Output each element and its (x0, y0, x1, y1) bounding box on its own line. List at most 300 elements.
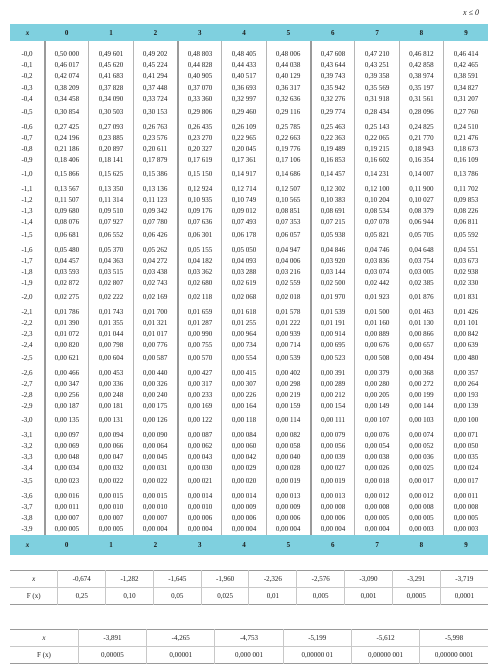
row-x-value: -2,2 (21, 318, 33, 327)
table-cell: 0,29 460 (222, 104, 266, 121)
table-cell: 0,01 160 (355, 317, 399, 328)
table-cell: 0,30 503 (89, 104, 133, 121)
table-cell: 0,00 866 (399, 328, 443, 339)
table-cell: 0,00 193 (444, 390, 488, 401)
table-cell: 0,08 851 (266, 205, 310, 216)
table-cell: 0,30 854 (45, 104, 89, 121)
table-cell: 0,23 270 (178, 133, 222, 144)
quantile-f-cell: 0,00005 (78, 647, 146, 664)
table-cell: 0,00 015 (89, 491, 133, 502)
table-row (11, 412, 489, 429)
table-cell: 0,00 272 (399, 379, 443, 390)
table-row (11, 245, 489, 256)
table-cell: 0,15 625 (89, 166, 133, 183)
table-cell: 0,00 006 (222, 513, 266, 524)
quantile-x-label: x (10, 571, 58, 588)
row-x-value: -2,9 (21, 402, 33, 411)
table-cell: 0,00 079 (311, 429, 355, 440)
table-cell: 0,00 347 (45, 379, 89, 390)
row-x-value: -0,9 (21, 156, 33, 165)
row-x-value: -2,0 (21, 292, 33, 301)
table-cell: 0,01 618 (222, 306, 266, 317)
table-cell: 0,00 060 (222, 440, 266, 451)
table-cell: 0,00 010 (178, 502, 222, 513)
table-cell: 0,01 700 (133, 306, 177, 317)
table-cell: 0,00 939 (266, 328, 310, 339)
table-cell: 0,00 018 (355, 473, 399, 490)
row-x-value: -3,7 (21, 503, 33, 512)
table-cell: 0,00 357 (444, 368, 488, 379)
table-cell: 0,00 379 (355, 368, 399, 379)
table-cell: 0,01 072 (45, 328, 89, 339)
table-cell: 0,00 289 (311, 379, 355, 390)
table-cell: 0,00 056 (311, 440, 355, 451)
table-cell: 0,00 219 (266, 390, 310, 401)
table-row (11, 473, 489, 490)
table-cell: 0,00 336 (89, 379, 133, 390)
table-cell: 0,00 126 (133, 412, 177, 429)
quantile-f-cell: 0,00000 0001 (434, 651, 474, 659)
table-cell: 0,00 050 (444, 440, 488, 451)
table-cell: 0,00 199 (399, 390, 443, 401)
table-cell: 0,00 019 (266, 473, 310, 490)
table-cell: 0,00 010 (89, 502, 133, 513)
quantile-f-label: F (x) (10, 588, 58, 605)
table-cell: 0,01 923 (355, 289, 399, 306)
column-header: 5 (266, 24, 310, 41)
table-cell: 0,06 944 (399, 216, 443, 227)
table-cell: 0,20 897 (89, 144, 133, 155)
table-cell: 0,00 264 (444, 379, 488, 390)
row-x-value: -2,7 (21, 380, 33, 389)
table-cell: 0,35 569 (355, 82, 399, 93)
row-x-value: -3,6 (21, 492, 33, 501)
table-cell: 0,01 743 (89, 306, 133, 317)
table-cell: 0,26 435 (178, 122, 222, 133)
table-cell: 0,01 426 (444, 306, 488, 317)
table-cell: 0,10 204 (355, 194, 399, 205)
table-cell: 0,01 831 (444, 289, 488, 306)
table-header-row (11, 24, 489, 41)
column-header-x: x (11, 24, 45, 41)
table-cell: 0,10 935 (178, 194, 222, 205)
table-cell: 0,16 109 (444, 155, 488, 166)
quantile-x-cell: -1,960 (201, 571, 249, 588)
table-cell: 0,24 196 (45, 133, 89, 144)
table-cell: 0,03 438 (133, 267, 177, 278)
table-cell: 0,00 154 (311, 401, 355, 412)
column-header-x: x (11, 535, 45, 555)
table-cell: 0,00 028 (266, 462, 310, 473)
table-cell: 0,26 109 (222, 122, 266, 133)
table-cell: 0,07 493 (222, 216, 266, 227)
table-cell: 0,00 008 (311, 502, 355, 513)
column-header: 4 (222, 24, 266, 41)
table-cell: 0,00 914 (311, 328, 355, 339)
table-cell: 0,00 014 (178, 491, 222, 502)
table-cell: 0,46 812 (399, 49, 443, 60)
quantile-x-cell: -5,612 (351, 630, 419, 647)
table-cell: 0,05 050 (222, 245, 266, 256)
table-cell: 0,01 101 (444, 317, 488, 328)
table-cell: 0,02 169 (133, 289, 177, 306)
table-row (11, 256, 489, 267)
table-cell: 0,15 866 (45, 166, 89, 183)
quantile-x-cell: -2,576 (297, 571, 345, 588)
table-cell: 0,20 611 (133, 144, 177, 155)
table-cell: 0,00 523 (311, 350, 355, 367)
table-cell: 0,02 275 (45, 289, 89, 306)
table-cell: 0,00 317 (178, 379, 222, 390)
table-cell: 0,00 006 (266, 513, 310, 524)
row-x-value: -3,3 (21, 452, 33, 461)
quantile-x-cell: -3,291 (392, 571, 440, 588)
table-cell: 0,00 144 (399, 401, 443, 412)
table-cell: 0,04 846 (311, 245, 355, 256)
table-cell: 0,28 096 (399, 104, 443, 121)
table-cell: 0,00 114 (266, 412, 310, 429)
table-cell: 0,00 008 (399, 502, 443, 513)
table-cell: 0,00 006 (178, 513, 222, 524)
table-cell: 0,00 368 (399, 368, 443, 379)
table-cell: 0,00 036 (399, 451, 443, 462)
table-cell: 0,07 353 (266, 216, 310, 227)
table-cell: 0,06 301 (178, 227, 222, 244)
table-cell: 0,39 743 (311, 71, 355, 82)
table-cell: 0,24 825 (399, 122, 443, 133)
table-cell: 0,14 917 (222, 166, 266, 183)
table-cell: 0,00 023 (45, 473, 89, 490)
column-header: 1 (89, 535, 133, 555)
table-row (11, 144, 489, 155)
row-x-value: -0,8 (21, 145, 33, 154)
table-cell: 0,02 500 (311, 278, 355, 289)
table-row (11, 440, 489, 451)
table-cell: 0,00 480 (444, 350, 488, 367)
table-cell: 0,15 386 (133, 166, 177, 183)
row-x-value: -1,6 (21, 246, 33, 255)
table-cell: 0,25 785 (266, 122, 310, 133)
table-cell: 0,21 476 (444, 133, 488, 144)
table-cell: 0,02 118 (178, 289, 222, 306)
table-cell: 0,44 433 (222, 60, 266, 71)
table-cell: 0,02 743 (133, 278, 177, 289)
table-cell: 0,00 011 (444, 491, 488, 502)
quantile-x-cell: -3,090 (345, 571, 393, 588)
table-row (11, 71, 489, 82)
table-cell: 0,06 811 (444, 216, 488, 227)
table-cell: 0,45 224 (133, 60, 177, 71)
table-cell: 0,03 593 (45, 267, 89, 278)
table-cell: 0,42 074 (45, 71, 89, 82)
table-cell: 0,13 786 (444, 166, 488, 183)
table-cell: 0,00 122 (178, 412, 222, 429)
table-cell: 0,00 639 (444, 339, 488, 350)
table-cell: 0,35 197 (399, 82, 443, 93)
table-cell: 0,02 385 (399, 278, 443, 289)
table-cell: 0,00 604 (89, 350, 133, 367)
table-cell: 0,07 215 (311, 216, 355, 227)
table-cell: 0,31 918 (355, 93, 399, 104)
quantile-f-cell: 0,0005 (392, 588, 440, 605)
table-cell: 0,01 786 (45, 306, 89, 317)
table-cell: 0,00 402 (266, 368, 310, 379)
table-cell: 0,00 187 (45, 401, 89, 412)
table-cell: 0,00 280 (355, 379, 399, 390)
table-cell: 0,00 734 (222, 339, 266, 350)
table-row (11, 379, 489, 390)
table-cell: 0,22 065 (355, 133, 399, 144)
table-row (11, 328, 489, 339)
table-cell: 0,00 074 (399, 429, 443, 440)
table-cell: 0,00 256 (45, 390, 89, 401)
quantile-f-cell: 0,001 (345, 588, 393, 605)
table-cell: 0,21 770 (399, 133, 443, 144)
table-cell: 0,16 354 (399, 155, 443, 166)
quantile-f-cell: 0,00001 (147, 647, 215, 664)
table-cell: 0,00 062 (178, 440, 222, 451)
table-row (11, 194, 489, 205)
table-cell: 0,19 776 (266, 144, 310, 155)
table-cell: 0,07 780 (133, 216, 177, 227)
table-cell: 0,00 014 (222, 491, 266, 502)
quantile-f-cell: 0,01 (249, 588, 297, 605)
table-cell: 0,00 554 (222, 350, 266, 367)
table-row (11, 49, 489, 60)
table-cell: 0,00 107 (355, 412, 399, 429)
table-cell: 0,00 149 (355, 401, 399, 412)
table-cell: 0,00 539 (266, 350, 310, 367)
table-cell: 0,01 355 (89, 317, 133, 328)
table-cell: 0,25 463 (311, 122, 355, 133)
column-header: 5 (266, 535, 310, 555)
table-row (11, 317, 489, 328)
table-cell: 0,00 181 (89, 401, 133, 412)
table-cell: 0,22 363 (311, 133, 355, 144)
table-cell: 0,04 272 (133, 256, 177, 267)
table-cell: 0,42 858 (399, 60, 443, 71)
table-cell: 0,01 287 (178, 317, 222, 328)
table-cell: 0,12 924 (178, 183, 222, 194)
table-cell: 0,44 828 (178, 60, 222, 71)
table-cell: 0,16 853 (311, 155, 355, 166)
table-cell: 0,43 644 (311, 60, 355, 71)
quantile-x-cell: -5,998 (420, 630, 488, 647)
table-row (11, 133, 489, 144)
table-cell: 0,00 017 (444, 473, 488, 490)
table-row (11, 104, 489, 121)
table-cell: 0,00 058 (266, 440, 310, 451)
table-cell: 0,00 007 (133, 513, 177, 524)
table-cell: 0,05 480 (45, 245, 89, 256)
table-cell: 0,00 013 (266, 491, 310, 502)
table-cell: 0,37 448 (133, 82, 177, 93)
table-cell: 0,00 990 (178, 328, 222, 339)
row-x-value: -0,1 (21, 61, 33, 70)
table-cell: 0,30 153 (133, 104, 177, 121)
table-row (11, 227, 489, 244)
quantile-x-cell: -4,753 (215, 630, 283, 647)
table-cell: 0,41 683 (89, 71, 133, 82)
table-cell: 0,00 003 (399, 524, 443, 535)
table-cell: 0,00 695 (311, 339, 355, 350)
quantile-f-row (10, 647, 488, 664)
table-cell: 0,00 004 (178, 524, 222, 535)
table-cell: 0,24 510 (444, 122, 488, 133)
table-row (11, 166, 489, 183)
table-cell: 0,22 663 (266, 133, 310, 144)
table-cell: 0,00 842 (444, 328, 488, 339)
table-cell: 0,00 964 (222, 328, 266, 339)
table-cell: 0,00 007 (89, 513, 133, 524)
quantile-x-label: x (10, 630, 78, 647)
table-cell: 0,05 938 (311, 227, 355, 244)
table-cell: 0,00 013 (311, 491, 355, 502)
table-cell: 0,01 191 (311, 317, 355, 328)
table-cell: 0,23 576 (133, 133, 177, 144)
table-cell: 0,00 015 (133, 491, 177, 502)
table-row (11, 350, 489, 367)
table-cell: 0,18 406 (45, 155, 89, 166)
table-row (11, 205, 489, 216)
table-cell: 0,00 657 (399, 339, 443, 350)
table-cell: 0,01 659 (178, 306, 222, 317)
quantile-f-cell: 0,025 (201, 588, 249, 605)
table-cell: 0,34 458 (45, 93, 89, 104)
table-cell: 0,00 071 (444, 429, 488, 440)
table-cell: 0,00 043 (178, 451, 222, 462)
table-cell: 0,00 175 (133, 401, 177, 412)
table-cell: 0,18 141 (89, 155, 133, 166)
row-x-value: -3,8 (21, 514, 33, 523)
table-cell: 0,00 159 (266, 401, 310, 412)
column-header: 0 (45, 24, 89, 41)
table-cell: 0,29 806 (178, 104, 222, 121)
table-row (11, 451, 489, 462)
table-cell: 0,09 176 (178, 205, 222, 216)
table-cell: 0,00 022 (89, 473, 133, 490)
table-cell: 0,08 534 (355, 205, 399, 216)
row-x-value: -3,9 (21, 525, 33, 534)
column-header: 2 (133, 535, 177, 555)
table-cell: 0,00 131 (89, 412, 133, 429)
row-x-value: -2,5 (21, 354, 33, 363)
table-cell: 0,00 391 (311, 368, 355, 379)
table-cell: 0,00 240 (133, 390, 177, 401)
table-cell: 0,00 111 (311, 412, 355, 429)
quantile-x-cell: -3,891 (78, 630, 146, 647)
table-cell: 0,45 620 (89, 60, 133, 71)
table-cell: 0,00 889 (355, 328, 399, 339)
table-cell: 0,32 997 (222, 93, 266, 104)
table-cell: 0,12 302 (311, 183, 355, 194)
table-cell: 0,21 186 (45, 144, 89, 155)
table-cell: 0,12 507 (266, 183, 310, 194)
table-cell: 0,04 648 (399, 245, 443, 256)
table-cell: 0,04 746 (355, 245, 399, 256)
table-row (11, 93, 489, 104)
table-row (11, 390, 489, 401)
table-cell: 0,02 222 (89, 289, 133, 306)
table-cell: 0,00 022 (133, 473, 177, 490)
table-cell: 0,01 044 (89, 328, 133, 339)
table-row (11, 183, 489, 194)
table-cell: 0,31 207 (444, 93, 488, 104)
table-cell: 0,00 006 (311, 513, 355, 524)
table-cell: 0,00 003 (444, 524, 488, 535)
table-cell: 0,01 390 (45, 317, 89, 328)
table-cell: 0,00 005 (399, 513, 443, 524)
table-cell: 0,17 619 (178, 155, 222, 166)
quantile-f-cell: 0,00000 001 (351, 647, 419, 664)
quantile-x-cell: -1,282 (106, 571, 154, 588)
table-row (11, 155, 489, 166)
table-cell: 0,00 004 (266, 524, 310, 535)
table-cell: 0,14 457 (311, 166, 355, 183)
row-x-value: -0,5 (21, 108, 33, 117)
table-cell: 0,00 005 (444, 513, 488, 524)
row-x-value: -3,0 (21, 415, 33, 424)
table-cell: 0,00 676 (355, 339, 399, 350)
table-cell: 0,06 681 (45, 227, 89, 244)
table-cell: 0,00 570 (178, 350, 222, 367)
table-cell: 0,46 017 (45, 60, 89, 71)
table-cell: 0,00 076 (355, 429, 399, 440)
table-cell: 0,01 500 (355, 306, 399, 317)
column-header: 3 (178, 535, 222, 555)
table-cell: 0,04 182 (178, 256, 222, 267)
table-cell: 0,26 763 (133, 122, 177, 133)
table-cell: 0,01 463 (399, 306, 443, 317)
table-cell: 0,03 005 (399, 267, 443, 278)
row-x-value: -1,2 (21, 195, 33, 204)
table-cell: 0,18 943 (399, 144, 443, 155)
table-cell: 0,36 317 (266, 82, 310, 93)
table-cell: 0,34 090 (89, 93, 133, 104)
row-x-value: -0,0 (21, 50, 33, 59)
table-cell: 0,19 215 (355, 144, 399, 155)
table-row (11, 82, 489, 93)
table-cell: 0,10 383 (311, 194, 355, 205)
row-x-value: -1,0 (21, 169, 33, 178)
row-x-value: -0,3 (21, 83, 33, 92)
table-cell: 0,00 248 (89, 390, 133, 401)
table-cell: 0,23 885 (89, 133, 133, 144)
table-cell: 0,00 039 (311, 451, 355, 462)
row-x-value: -2,3 (21, 329, 33, 338)
table-row (11, 306, 489, 317)
quantile-x-row (10, 571, 488, 588)
table-cell: 0,38 974 (399, 71, 443, 82)
table-cell: 0,00 031 (133, 462, 177, 473)
table-cell: 0,17 361 (222, 155, 266, 166)
table-cell: 0,00 820 (45, 339, 89, 350)
column-header: 1 (89, 24, 133, 41)
table-cell: 0,00 004 (133, 524, 177, 535)
table-row (11, 462, 489, 473)
table-cell: 0,00 233 (178, 390, 222, 401)
table-cell: 0,00 012 (399, 491, 443, 502)
table-cell: 0,00 020 (222, 473, 266, 490)
table-cell: 0,11 507 (45, 194, 89, 205)
table-cell: 0,11 314 (89, 194, 133, 205)
row-x-value: -2,8 (21, 391, 33, 400)
table-cell: 0,03 920 (311, 256, 355, 267)
table-cell: 0,28 434 (355, 104, 399, 121)
table-cell: 0,12 100 (355, 183, 399, 194)
quantile-x-cell: -3,719 (440, 571, 488, 588)
table-cell: 0,38 591 (444, 71, 488, 82)
